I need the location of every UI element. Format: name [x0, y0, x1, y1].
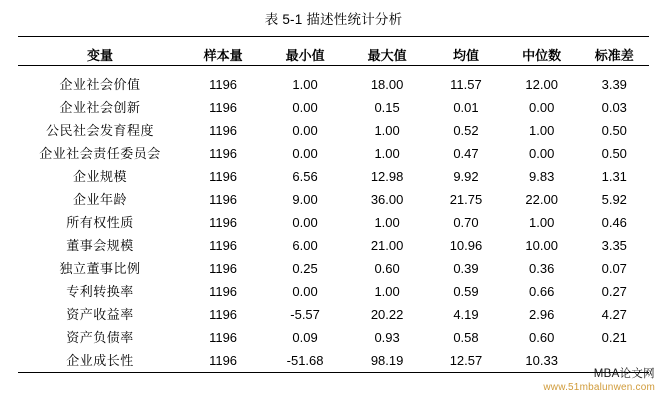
column-header-sample-size: 样本量: [203, 48, 243, 63]
cell-median: 0.66: [529, 283, 555, 299]
table-caption: 表 5-1 描述性统计分析: [264, 12, 403, 27]
cell-maximum: 0.15: [374, 99, 400, 115]
cell-minimum: 0.00: [292, 99, 318, 115]
cell-maximum: 98.19: [370, 352, 404, 368]
table-rule-header: [18, 66, 649, 74]
cell-variable: 资产收益率: [66, 306, 134, 322]
table-row: [18, 165, 649, 188]
cell-maximum: 18.00: [370, 76, 404, 92]
cell-std-dev: 3.35: [601, 237, 627, 253]
cell-variable: 企业社会责任委员会: [39, 145, 161, 161]
cell-std-dev: 3.39: [601, 76, 627, 92]
cell-maximum: 21.00: [370, 237, 404, 253]
cell-maximum: 0.93: [374, 329, 400, 345]
cell-minimum: 1.00: [292, 76, 318, 92]
cell-maximum: 1.00: [374, 214, 400, 230]
cell-median: 12.00: [525, 76, 558, 92]
cell-maximum: 1.00: [374, 145, 400, 161]
cell-median: 1.00: [529, 122, 555, 138]
column-header-mean: 均值: [452, 48, 479, 63]
cell-sample-size: 1196: [209, 191, 238, 207]
cell-mean: 11.57: [450, 76, 482, 92]
watermark-site-name: MBA论文网: [593, 368, 655, 380]
cell-median: 10.33: [525, 352, 558, 368]
cell-variable: 企业社会价值: [59, 76, 141, 92]
cell-median: 0.60: [529, 329, 555, 345]
cell-sample-size: 1196: [209, 237, 238, 253]
cell-minimum: 9.00: [292, 191, 318, 207]
cell-sample-size: 1196: [209, 145, 238, 161]
cell-minimum: -5.57: [290, 306, 320, 322]
cell-median: 0.36: [529, 260, 555, 276]
cell-sample-size: 1196: [209, 329, 238, 345]
cell-variable: 企业社会创新: [59, 99, 141, 115]
column-header-std-dev: 标准差: [594, 48, 634, 63]
cell-std-dev: 0.07: [601, 260, 627, 276]
cell-std-dev: 0.50: [601, 145, 627, 161]
table-row: [18, 326, 649, 349]
cell-sample-size: 1196: [209, 168, 238, 184]
cell-sample-size: 1196: [209, 306, 238, 322]
cell-maximum: 12.98: [370, 168, 404, 184]
table-row: [18, 188, 649, 211]
cell-median: 1.00: [529, 214, 555, 230]
cell-std-dev: 5.92: [601, 191, 627, 207]
cell-minimum: -51.68: [286, 352, 324, 368]
cell-variable: 董事会规模: [66, 237, 134, 253]
cell-variable: 资产负债率: [66, 329, 134, 345]
cell-variable: 企业规模: [73, 168, 128, 184]
cell-mean: 9.92: [453, 168, 479, 184]
cell-variable: 企业成长性: [66, 352, 134, 368]
table-row: [18, 257, 649, 280]
column-header-variable: 变量: [87, 48, 114, 63]
table-header-row: [18, 44, 649, 66]
cell-std-dev: 0.27: [601, 283, 627, 299]
table-body: [18, 37, 649, 381]
table-row: [18, 119, 649, 142]
cell-std-dev: 0.03: [601, 99, 627, 115]
descriptive-statistics-table: [18, 36, 649, 380]
cell-mean: 12.57: [449, 352, 483, 368]
cell-maximum: 1.00: [374, 122, 400, 138]
column-header-maximum: 最大值: [367, 48, 407, 63]
cell-mean: 0.39: [453, 260, 479, 276]
cell-minimum: 6.00: [292, 237, 318, 253]
cell-minimum: 0.00: [292, 283, 318, 299]
cell-maximum: 36.00: [370, 191, 404, 207]
table-rule-top: [18, 37, 649, 45]
cell-minimum: 0.00: [292, 214, 318, 230]
cell-sample-size: 1196: [209, 214, 238, 230]
cell-minimum: 0.00: [292, 145, 318, 161]
cell-variable: 企业年龄: [73, 191, 128, 207]
cell-sample-size: 1196: [209, 283, 238, 299]
cell-mean: 0.58: [453, 329, 479, 345]
cell-median: 2.96: [529, 306, 555, 322]
cell-std-dev: 0.46: [601, 214, 627, 230]
cell-sample-size: 1196: [209, 260, 238, 276]
table-row: [18, 96, 649, 119]
cell-mean: 0.59: [453, 283, 479, 299]
watermark-site-url: www.51mbalunwen.com: [543, 382, 655, 393]
table-row: [18, 211, 649, 234]
table-row: [18, 73, 649, 96]
cell-median: 0.00: [529, 145, 555, 161]
cell-variable: 专利转换率: [66, 283, 134, 299]
table-row: [18, 142, 649, 165]
cell-variable: 独立董事比例: [59, 260, 141, 276]
cell-median: 9.83: [529, 168, 555, 184]
table-row: [18, 303, 649, 326]
watermark: [543, 368, 655, 394]
cell-maximum: 0.60: [374, 260, 400, 276]
table-row: [18, 280, 649, 303]
cell-variable: 公民社会发育程度: [46, 122, 155, 138]
cell-median: 0.00: [529, 99, 555, 115]
cell-mean: 0.01: [453, 99, 479, 115]
cell-mean: 10.96: [449, 237, 483, 253]
cell-maximum: 1.00: [374, 283, 400, 299]
cell-std-dev: 0.21: [601, 329, 627, 345]
cell-minimum: 6.56: [292, 168, 318, 184]
cell-std-dev: 4.27: [601, 306, 627, 322]
cell-mean: 0.70: [453, 214, 479, 230]
cell-mean: 0.47: [453, 145, 479, 161]
cell-sample-size: 1196: [209, 99, 238, 115]
cell-std-dev: 1.31: [601, 168, 627, 184]
cell-sample-size: 1196: [209, 76, 238, 92]
cell-std-dev: 0.50: [601, 122, 627, 138]
cell-median: 10.00: [525, 237, 558, 253]
cell-median: 22.00: [525, 191, 558, 207]
cell-minimum: 0.25: [292, 260, 318, 276]
table-row: [18, 234, 649, 257]
column-header-minimum: 最小值: [285, 48, 325, 63]
cell-mean: 4.19: [453, 306, 479, 322]
cell-sample-size: 1196: [209, 352, 238, 368]
cell-minimum: 0.00: [292, 122, 318, 138]
cell-sample-size: 1196: [209, 122, 238, 138]
cell-maximum: 20.22: [370, 306, 404, 322]
cell-minimum: 0.09: [292, 329, 318, 345]
cell-variable: 所有权性质: [66, 214, 134, 230]
cell-mean: 0.52: [453, 122, 479, 138]
cell-mean: 21.75: [449, 191, 483, 207]
column-header-median: 中位数: [522, 48, 562, 63]
